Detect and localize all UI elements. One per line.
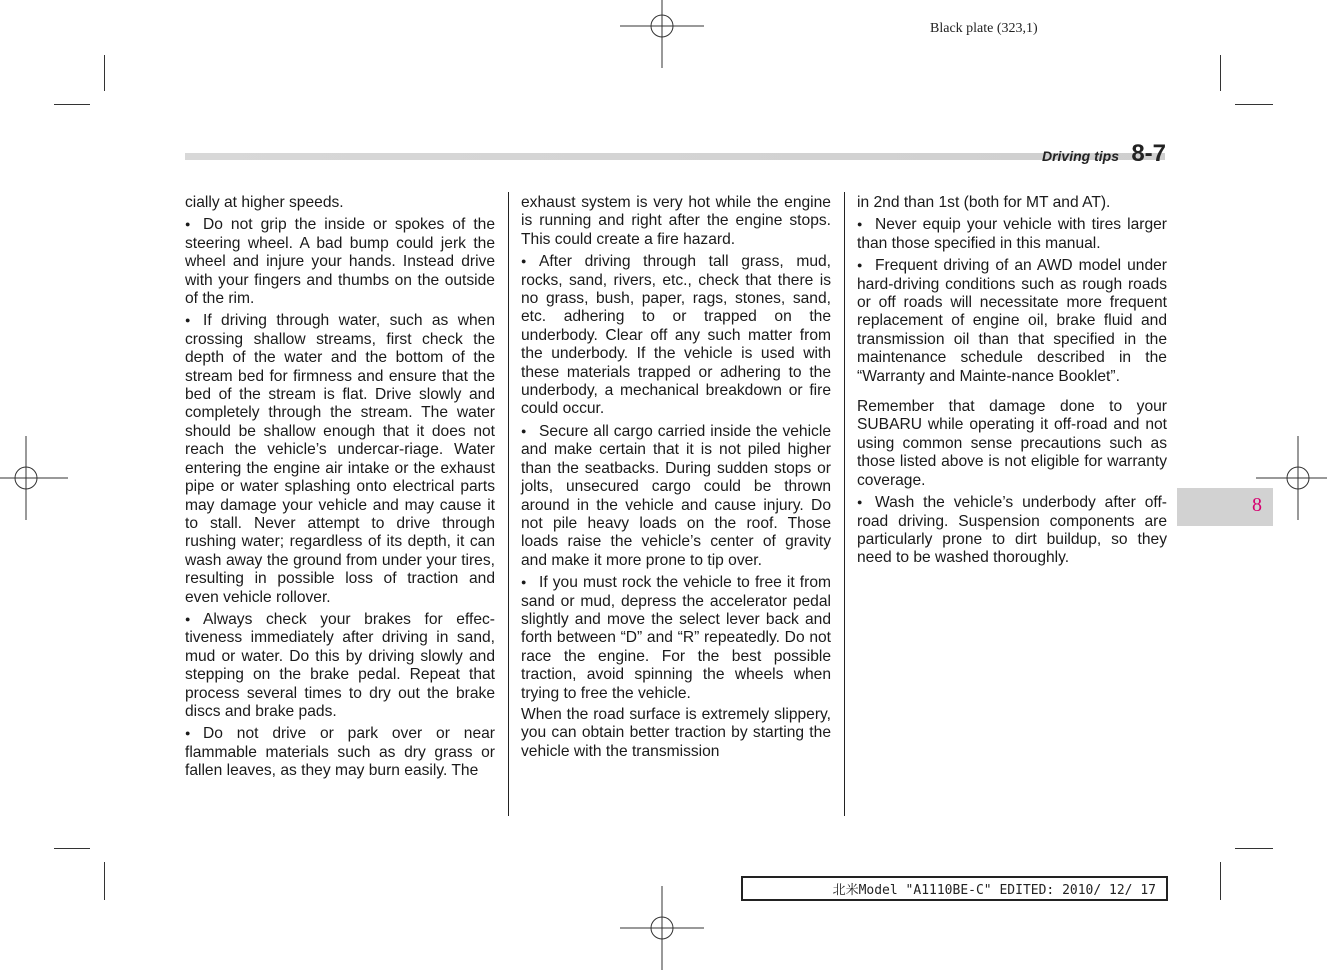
bullet-paragraph (185, 311, 495, 607)
footer-box (741, 876, 1168, 901)
paragraph-text: cially at higher speeds. (185, 194, 344, 211)
paragraph-text: Remember that damage done to your SUBARU while operating it off-road and not using common sense precautions such as those listed above is not eligible for warranty coverage. (857, 398, 1167, 489)
crop-mark (54, 104, 90, 105)
bullet-icon: ● (857, 219, 863, 230)
registration-crosshair-icon (0, 436, 68, 520)
bullet-paragraph (857, 256, 1167, 386)
bullet-icon: ● (185, 613, 191, 624)
bullet-paragraph (521, 252, 831, 419)
chapter-tab (1177, 488, 1273, 526)
section-title: Driving tips (1041, 148, 1119, 164)
crop-mark (1220, 55, 1221, 91)
paragraph (857, 398, 1167, 490)
bullet-paragraph (857, 215, 1167, 253)
text-column-1 (185, 194, 495, 784)
bullet-paragraph (521, 422, 831, 570)
paragraph-text: Wash the vehicle’s underbody after off-road driving. Suspension components are particularly prone to dirt buildup, so they need to be washed thoroughly. (857, 494, 1167, 567)
paragraph-text: exhaust system is very hot while the engine is running and right after the engine stops. This could create a fire hazard. (521, 194, 831, 248)
crop-mark (1235, 104, 1273, 105)
page-number: 8-7 (1131, 140, 1166, 167)
crop-mark (54, 848, 90, 849)
bullet-icon: ● (521, 256, 527, 267)
bullet-icon: ● (857, 497, 863, 508)
text-column-2 (521, 194, 831, 764)
column-divider (508, 192, 509, 816)
bullet-icon: ● (185, 315, 191, 326)
bullet-icon: ● (521, 577, 527, 588)
paragraph (521, 194, 831, 249)
crop-mark (104, 862, 105, 900)
paragraph-text: Never equip your vehicle with tires larger than those specified in this manual. (857, 216, 1167, 252)
registration-crosshair-icon (620, 886, 704, 970)
paragraph-text: After driving through tall grass, mud, rocks, sand, rivers, etc., check that there is no grass, bush, paper, rags, stones, sand, etc. adhering to or trapped on the underbody. Clear off any such matter from the underbody. If the vehicle is used with these materials trapped or adhering to the underbody, a mechanical breakdown or fire could occur. (521, 253, 831, 418)
crop-mark (104, 55, 105, 91)
bullet-icon: ● (857, 260, 863, 271)
bullet-paragraph (185, 724, 495, 780)
crop-mark (1235, 848, 1273, 849)
chapter-tab-number: 8 (1252, 494, 1262, 516)
bullet-paragraph (857, 493, 1167, 568)
paragraph-text: Do not grip the inside or spokes of the steering wheel. A bad bump could jerk the wheel and injure your hands. Instead drive with your fingers and thumbs on the outside of the rim. (185, 216, 495, 308)
plate-label: Black plate (323,1) (930, 21, 1038, 36)
paragraph-text: Do not drive or park over or near flammable materials such as dry grass or fallen leaves, as they may burn easily. The (185, 725, 495, 780)
paragraph (185, 194, 495, 212)
paragraph-text: Secure all cargo carried inside the vehicle and make certain that it is not piled higher than the seatbacks. During sudden stops or jolts, unsecured cargo could be thrown around in the vehicle and cause injury. Do not pile heavy loads on the roof. Those loads raise the vehicle’s center of gravity and make it more prone to tip over. (521, 422, 831, 569)
bullet-icon: ● (185, 219, 191, 230)
crop-mark (1220, 862, 1221, 900)
column-divider (844, 192, 845, 816)
paragraph (521, 706, 831, 761)
paragraph-text: Always check your brakes for effec-tiveness immediately after driving in sand, mud or water. Do this by driving slowly and stepping on the brake pedal. Repeat that process several times to dry out the brake discs and brake pads. (185, 610, 495, 720)
paragraph-text: If you must rock the vehicle to free it from sand or mud, depress the accelerator pedal slightly and move the select lever back and forth between “D” and “R” repeatedly. Do not race the engine. For the best possible traction, avoid spinning the wheels when trying to free the vehicle. (521, 574, 831, 702)
header-bar (185, 153, 1165, 160)
bullet-paragraph (185, 610, 495, 721)
paragraph (857, 194, 1167, 212)
bullet-icon: ● (185, 728, 191, 739)
footer-edit-info: 北米Model "A1110BE-C" EDITED: 2010/ 12/ 17 (832, 883, 1156, 898)
paragraph-text: When the road surface is extremely slippery, you can obtain better traction by starting the vehicle with the transmission (521, 705, 831, 760)
paragraph-text: Frequent driving of an AWD model under hard-driving conditions such as rough roads or off roads will necessitate more frequent replacement of engine oil, brake fluid and transmission oil than that specified in the maintenance schedule described in the “Warranty and Mainte-nance Booklet”. (857, 257, 1167, 385)
bullet-paragraph (521, 573, 831, 703)
text-column-3 (857, 194, 1167, 571)
bullet-icon: ● (521, 425, 527, 436)
registration-crosshair-icon (620, 0, 704, 68)
bullet-paragraph (185, 215, 495, 308)
paragraph-text: If driving through water, such as when crossing shallow streams, first check the depth of the water and the bottom of the stream bed for firmness and ensure that the bed of the stream is flat. Drive slowly and completely through the stream. The water should be shallow enough that it does not reach the vehicle’s undercar-riage. Water entering the engine air intake or the exhaust pipe or water splashing onto electrical parts may damage your vehicle and may cause it to stall. Never attempt to drive through rushing water; regardless of its depth, it can wash away the ground from under your tires, resulting in possible loss of traction and even vehicle rollover. (185, 312, 495, 606)
paragraph-text: in 2nd than 1st (both for MT and AT). (857, 194, 1111, 211)
